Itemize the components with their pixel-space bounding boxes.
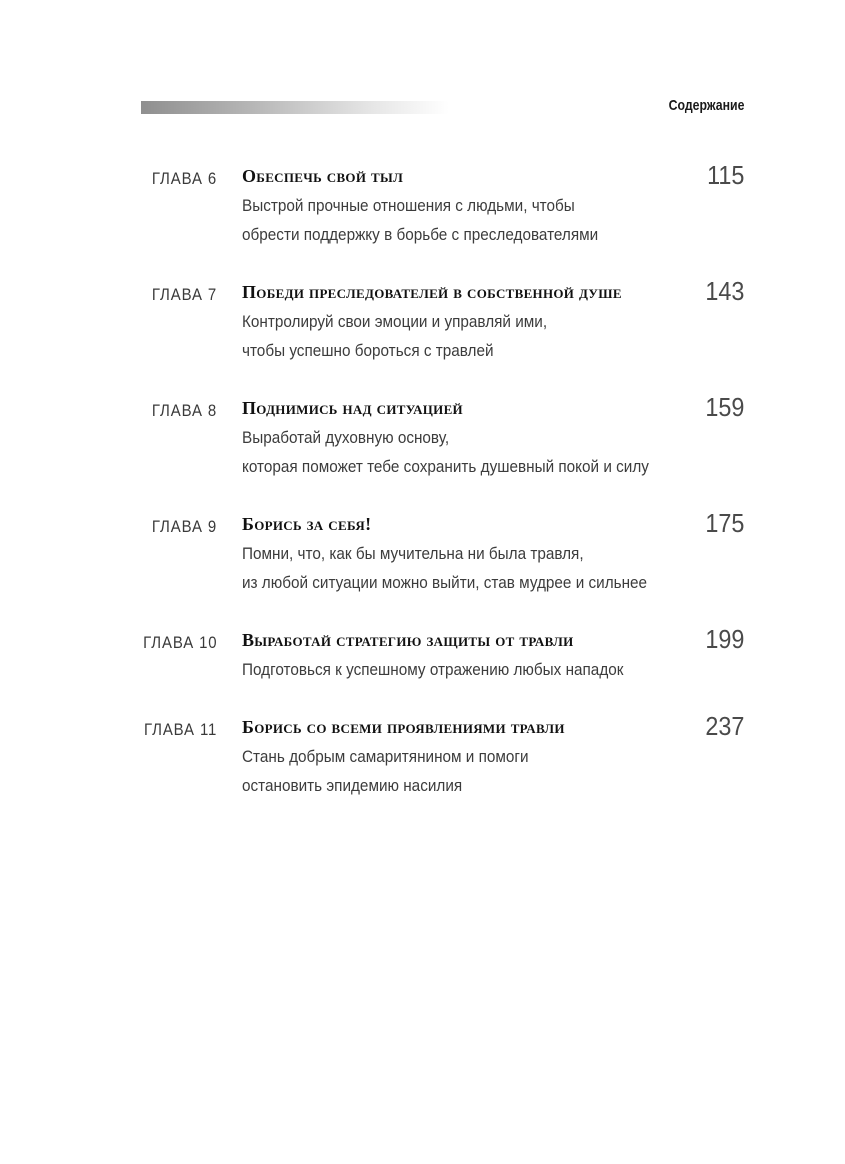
chapter-label: ГЛАВА 10 [142,633,217,652]
chapter-label: ГЛАВА 6 [151,169,217,188]
chapter-description: Помни, что, как бы мучительна ни была травля, из любой ситуации можно выйти, став мудрее и сильнее [242,544,648,592]
chapter-description: Выработай духовную основу, которая поможет тебе сохранить душевный покой и силу [242,428,649,476]
chapter-title: Борись за себя! [242,514,372,534]
page-number: 115 [706,160,744,190]
page-number: 159 [704,392,744,422]
chapter-description: Выстрой прочные отношения с людьми, чтобы обрести поддержку в борьбе с преследователями [242,196,599,244]
chapter-title: Поднимись над ситуацией [242,398,463,418]
chapter-label: ГЛАВА 11 [143,720,217,739]
chapter-title: Обеспечь свой тыл [242,166,404,186]
running-header-title: Содержание [668,97,744,114]
chapter-title: Борись со всеми проявлениями травли [242,717,565,737]
chapter-label: ГЛАВА 8 [151,401,217,420]
chapter-label: ГЛАВА 9 [151,517,217,536]
chapter-title: Победи преследователей в собственной душе [242,282,622,302]
chapter-description: Контролируй свои эмоции и управляй ими, чтобы успешно бороться с травлей [242,312,548,360]
page-number: 175 [704,508,744,538]
chapter-label: ГЛАВА 7 [151,285,217,304]
page-number: 199 [704,624,744,654]
page-number: 143 [704,276,744,306]
page-number: 237 [704,711,744,741]
header-gradient-bar [141,101,449,114]
chapter-description: Подготовься к успешному отражению любых нападок [242,660,624,679]
chapter-title: Выработай стратегию защиты от травли [242,630,574,650]
chapter-description: Стань добрым самаритянином и помоги остановить эпидемию насилия [242,747,529,795]
